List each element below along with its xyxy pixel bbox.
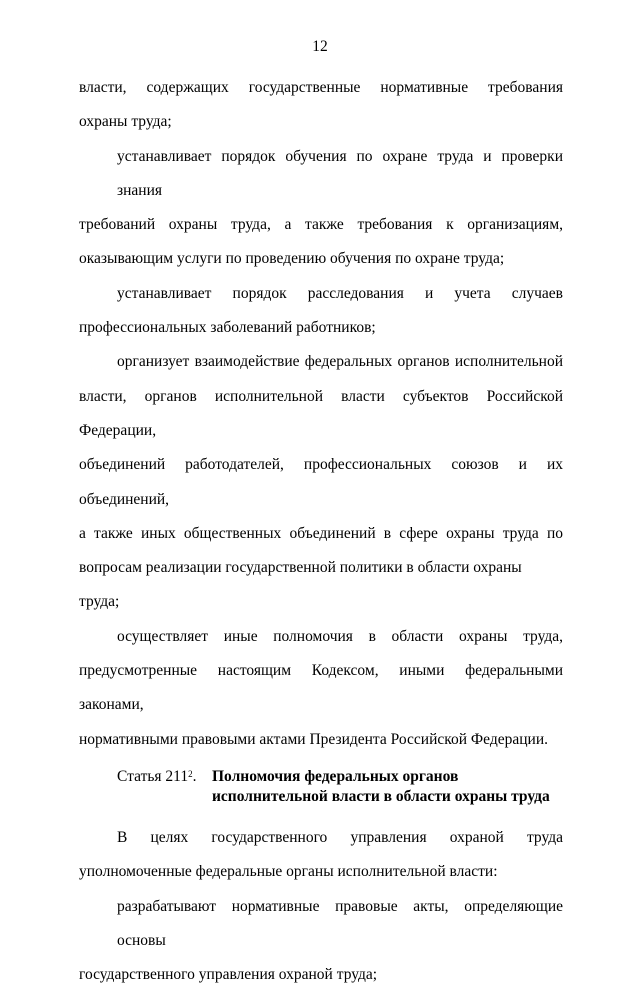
paragraph-line: предусмотренные настоящим Кодексом, иными федеральными законами, xyxy=(79,662,563,714)
paragraph-line: нормативными правовыми актами Президента Российской Федерации. xyxy=(79,730,548,748)
paragraph xyxy=(79,71,563,140)
paragraph-line: уполномоченные федеральные органы исполнительной власти: xyxy=(79,863,498,881)
paragraph xyxy=(79,345,563,619)
paragraphs-before xyxy=(79,71,563,757)
paragraph-line: осуществляет иные полномочия в области охраны труда, xyxy=(117,627,563,645)
document-body xyxy=(79,71,563,992)
article-title-line-1: Полномочия федеральных органов xyxy=(212,767,459,785)
article-title-line-2: исполнительной власти в области охраны труда xyxy=(212,787,550,805)
article-title xyxy=(212,767,550,807)
paragraph-line: разрабатывают нормативные правовые акты, определяющие основы xyxy=(117,897,563,949)
paragraph xyxy=(79,277,563,346)
page-number: 12 xyxy=(312,38,328,55)
paragraph-line: а также иных общественных объединений в сфере охраны труда по xyxy=(79,524,563,542)
paragraph-line: охраны труда; xyxy=(79,113,172,131)
paragraph-line: власти, органов исполнительной власти субъектов Российской Федерации, xyxy=(79,387,563,439)
paragraph-line: организует взаимодействие федеральных органов исполнительной xyxy=(117,353,563,371)
paragraph xyxy=(79,140,563,277)
paragraph-line: вопросам реализации государственной политики в области охраны труда; xyxy=(79,559,522,611)
article-superscript: 2 xyxy=(188,768,193,779)
paragraph-line: государственного управления охраной труда; xyxy=(79,966,378,984)
article-label xyxy=(117,767,196,787)
paragraph-line: профессиональных заболеваний работников; xyxy=(79,319,376,337)
paragraph xyxy=(79,821,563,890)
article-label-suffix: . xyxy=(192,767,197,785)
article-heading xyxy=(79,761,563,815)
paragraph xyxy=(79,620,563,757)
paragraph-line: оказывающим услуги по проведению обучения по охране труда; xyxy=(79,250,505,268)
paragraph-line: объединений работодателей, профессиональных союзов и их объединений, xyxy=(79,456,563,508)
paragraph-line: требований охраны труда, а также требования к организациям, xyxy=(79,216,563,234)
paragraph-line: власти, содержащих государственные нормативные требования xyxy=(79,79,563,96)
paragraphs-after xyxy=(79,821,563,992)
paragraph-line: устанавливает порядок обучения по охране труда и проверки знания xyxy=(117,147,563,199)
paragraph-line: В целях государственного управления охраной труда xyxy=(117,828,563,846)
paragraph-line: устанавливает порядок расследования и учета случаев xyxy=(117,284,563,302)
article-number: Статья 211 xyxy=(117,767,189,785)
